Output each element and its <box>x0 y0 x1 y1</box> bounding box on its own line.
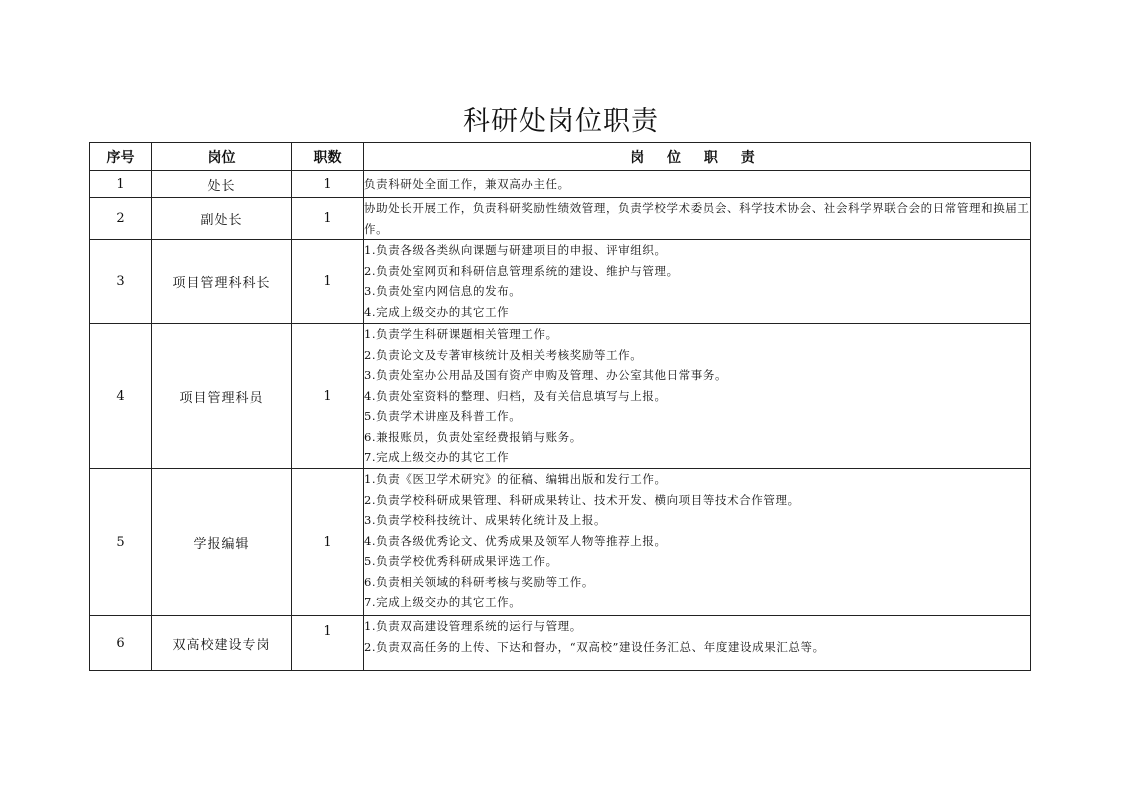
row-position: 学报编辑 <box>152 469 292 616</box>
duty-item: 3.负责处室内网信息的发布。 <box>364 284 522 298</box>
row-position: 双高校建设专岗 <box>152 616 292 671</box>
duty-item: 3.负责学校科技统计、成果转化统计及上报。 <box>364 513 607 527</box>
duty-item: 7.完成上级交办的其它工作 <box>364 450 510 464</box>
duty-item: 1.负责《医卫学术研究》的征稿、编辑出版和发行工作。 <box>364 472 667 486</box>
header-seq: 序号 <box>90 143 152 171</box>
duty-item: 1.负责学生科研课题相关管理工作。 <box>364 327 558 341</box>
header-duties: 岗 位 职 责 <box>364 143 1031 171</box>
duty-item: 2.负责论文及专著审核统计及相关考核奖励等工作。 <box>364 347 643 362</box>
row-position: 项目管理科科长 <box>152 240 292 324</box>
duties-table <box>89 142 1031 671</box>
duty-item: 5.负责学术讲座及科普工作。 <box>364 409 522 423</box>
table-row <box>90 171 1031 198</box>
row-count: 1 <box>292 171 364 198</box>
row-seq: 3 <box>90 240 152 324</box>
row-duties <box>364 198 1031 240</box>
duty-item: 1.负责双高建设管理系统的运行与管理。 <box>364 619 582 633</box>
table-row <box>90 469 1031 616</box>
row-count: 1 <box>292 324 364 469</box>
duty-item: 1.负责各级各类纵向课题与研建项目的申报、评审组织。 <box>364 243 667 257</box>
row-count: 1 <box>292 616 364 671</box>
row-count: 1 <box>292 198 364 240</box>
row-position: 副处长 <box>152 198 292 240</box>
table-row <box>90 198 1031 240</box>
header-position: 岗位 <box>152 143 292 171</box>
duty-item: 4.负责处室资料的整理、归档，及有关信息填写与上报。 <box>364 388 667 403</box>
table-row <box>90 324 1031 469</box>
row-duties <box>364 469 1031 616</box>
duty-item: 2.负责双高任务的上传、下达和督办，“双高校”建设任务汇总、年度建设成果汇总等。 <box>364 639 825 654</box>
row-seq: 6 <box>90 616 152 671</box>
duty-item: 6.兼报账员，负责处室经费报销与账务。 <box>364 429 582 444</box>
table-row <box>90 240 1031 324</box>
duty-item: 负责科研处全面工作，兼双高办主任。 <box>364 176 570 191</box>
row-position: 处长 <box>152 171 292 198</box>
row-duties <box>364 616 1031 671</box>
duty-item: 5.负责学校优秀科研成果评选工作。 <box>364 554 558 568</box>
duty-item: 协助处长开展工作，负责科研奖励性绩效管理，负责学校学术委员会、科学技术协会、社会科学界联合会的日常管理和换届工作。 <box>364 201 1030 236</box>
table-header-row <box>90 143 1031 171</box>
row-seq: 4 <box>90 324 152 469</box>
duty-item: 4.完成上级交办的其它工作 <box>364 304 510 319</box>
duty-item: 3.负责处室办公用品及国有资产申购及管理、办公室其他日常事务。 <box>364 368 728 382</box>
row-seq: 2 <box>90 198 152 240</box>
header-count: 职数 <box>292 143 364 171</box>
page-title: 科研处岗位职责 <box>463 106 659 137</box>
row-duties <box>364 324 1031 469</box>
row-count: 1 <box>292 469 364 616</box>
row-duties <box>364 240 1031 324</box>
row-position: 项目管理科员 <box>152 324 292 469</box>
duty-item: 2.负责学校科研成果管理、科研成果转让、技术开发、横向项目等技术合作管理。 <box>364 492 800 507</box>
row-count: 1 <box>292 240 364 324</box>
duty-item: 6.负责相关领域的科研考核与奖励等工作。 <box>364 574 594 589</box>
row-duties <box>364 171 1031 198</box>
row-seq: 1 <box>90 171 152 198</box>
duty-item: 4.负责各级优秀论文、优秀成果及领军人物等推荐上报。 <box>364 533 667 548</box>
table-row <box>90 616 1031 671</box>
duty-item: 2.负责处室网页和科研信息管理系统的建设、维护与管理。 <box>364 263 679 278</box>
row-seq: 5 <box>90 469 152 616</box>
duty-item: 7.完成上级交办的其它工作。 <box>364 595 522 609</box>
